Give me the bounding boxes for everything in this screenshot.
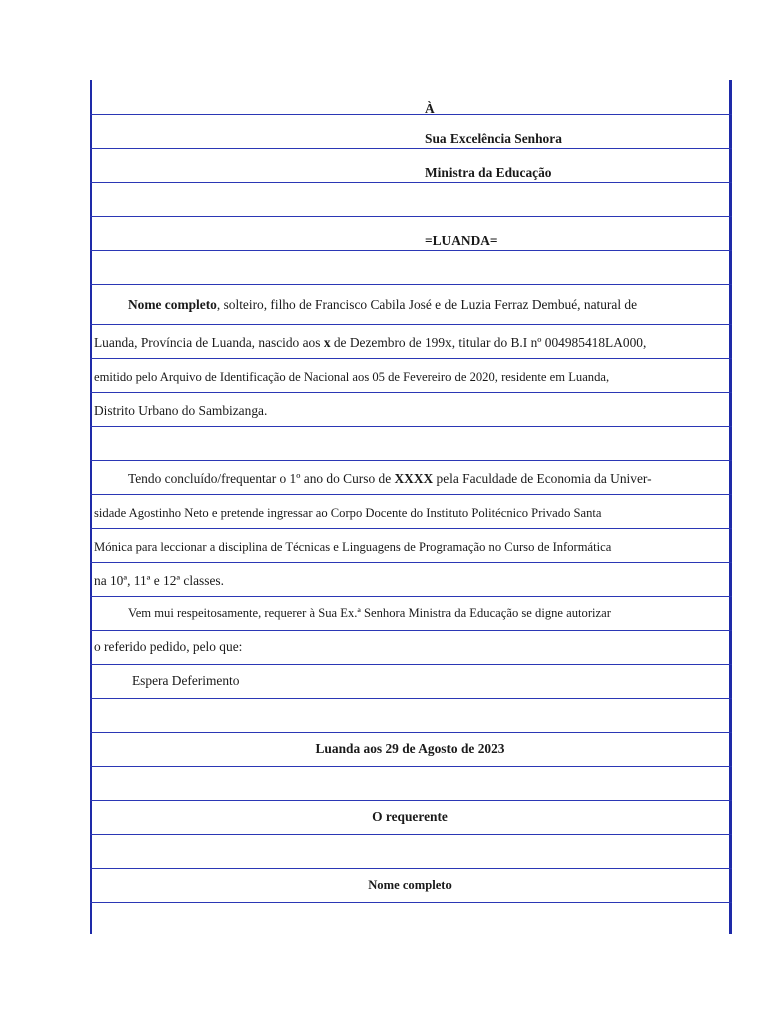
rule-line [90, 698, 732, 699]
closing-date: Luanda aos 29 de Agosto de 2023 [315, 741, 505, 756]
rule-line [90, 902, 732, 903]
left-margin-line [90, 80, 92, 934]
rule-line [90, 800, 732, 801]
rule-line [90, 358, 732, 359]
addressee-line-2: Ministra da Educação [425, 165, 552, 180]
closing-request: Espera Deferimento [132, 673, 240, 688]
paragraph-3-line-2: o referido pedido, pelo que: [94, 639, 243, 654]
rule-line [90, 732, 732, 733]
paragraph-2-line-2: sidade Agostinho Neto e pretende ingressar ao Corpo Docente do Instituto Politécnico Privado Santa [94, 506, 602, 520]
right-margin-line [729, 80, 732, 934]
paragraph-1-line-3: emitido pelo Arquivo de Identificação de Nacional aos 05 de Fevereiro de 2020, residente em Luanda, [94, 370, 610, 384]
paragraph-2-line-1: Tendo concluído/frequentar o 1º ano do Curso de XXXX pela Faculdade de Economia da Univer- [128, 471, 652, 486]
rule-line [90, 284, 732, 285]
rule-line [90, 392, 732, 393]
paragraph-2-line-4: na 10ª, 11ª e 12ª classes. [94, 573, 224, 588]
salutation: À [425, 101, 435, 116]
paragraph-2-line-3: Mónica para leccionar a disciplina de Técnicas e Linguagens de Programação no Curso de Informática [94, 540, 612, 554]
rule-line [90, 426, 732, 427]
rule-line [90, 664, 732, 665]
rule-line [90, 596, 732, 597]
rule-line [90, 630, 732, 631]
letter-sheet [90, 80, 732, 934]
rule-line [90, 528, 732, 529]
rule-line [90, 324, 732, 325]
paragraph-1-line-2: Luanda, Província de Luanda, nascido aos x de Dezembro de 199x, titular do B.I nº 004985418LA000, [94, 335, 647, 350]
paragraph-3-line-1: Vem mui respeitosamente, requerer à Sua Ex.ª Senhora Ministra da Educação se digne autorizar [128, 606, 611, 620]
rule-line [90, 868, 732, 869]
rule-line [90, 216, 732, 217]
rule-line [90, 460, 732, 461]
addressee-line-1: Sua Excelência Senhora [425, 131, 562, 146]
addressee-city: =LUANDA= [425, 233, 498, 248]
rule-line [90, 766, 732, 767]
rule-line [90, 834, 732, 835]
signer-name: Nome completo [368, 878, 452, 892]
paragraph-1-line-1: Nome completo, solteiro, filho de Francisco Cabila José e de Luzia Ferraz Dembué, natural de [128, 297, 638, 312]
rule-line [90, 562, 732, 563]
paragraph-1-line-4: Distrito Urbano do Sambizanga. [94, 403, 268, 418]
rule-line [90, 494, 732, 495]
applicant-name: Nome completo [128, 297, 217, 312]
signer-label: O requerente [372, 809, 448, 824]
